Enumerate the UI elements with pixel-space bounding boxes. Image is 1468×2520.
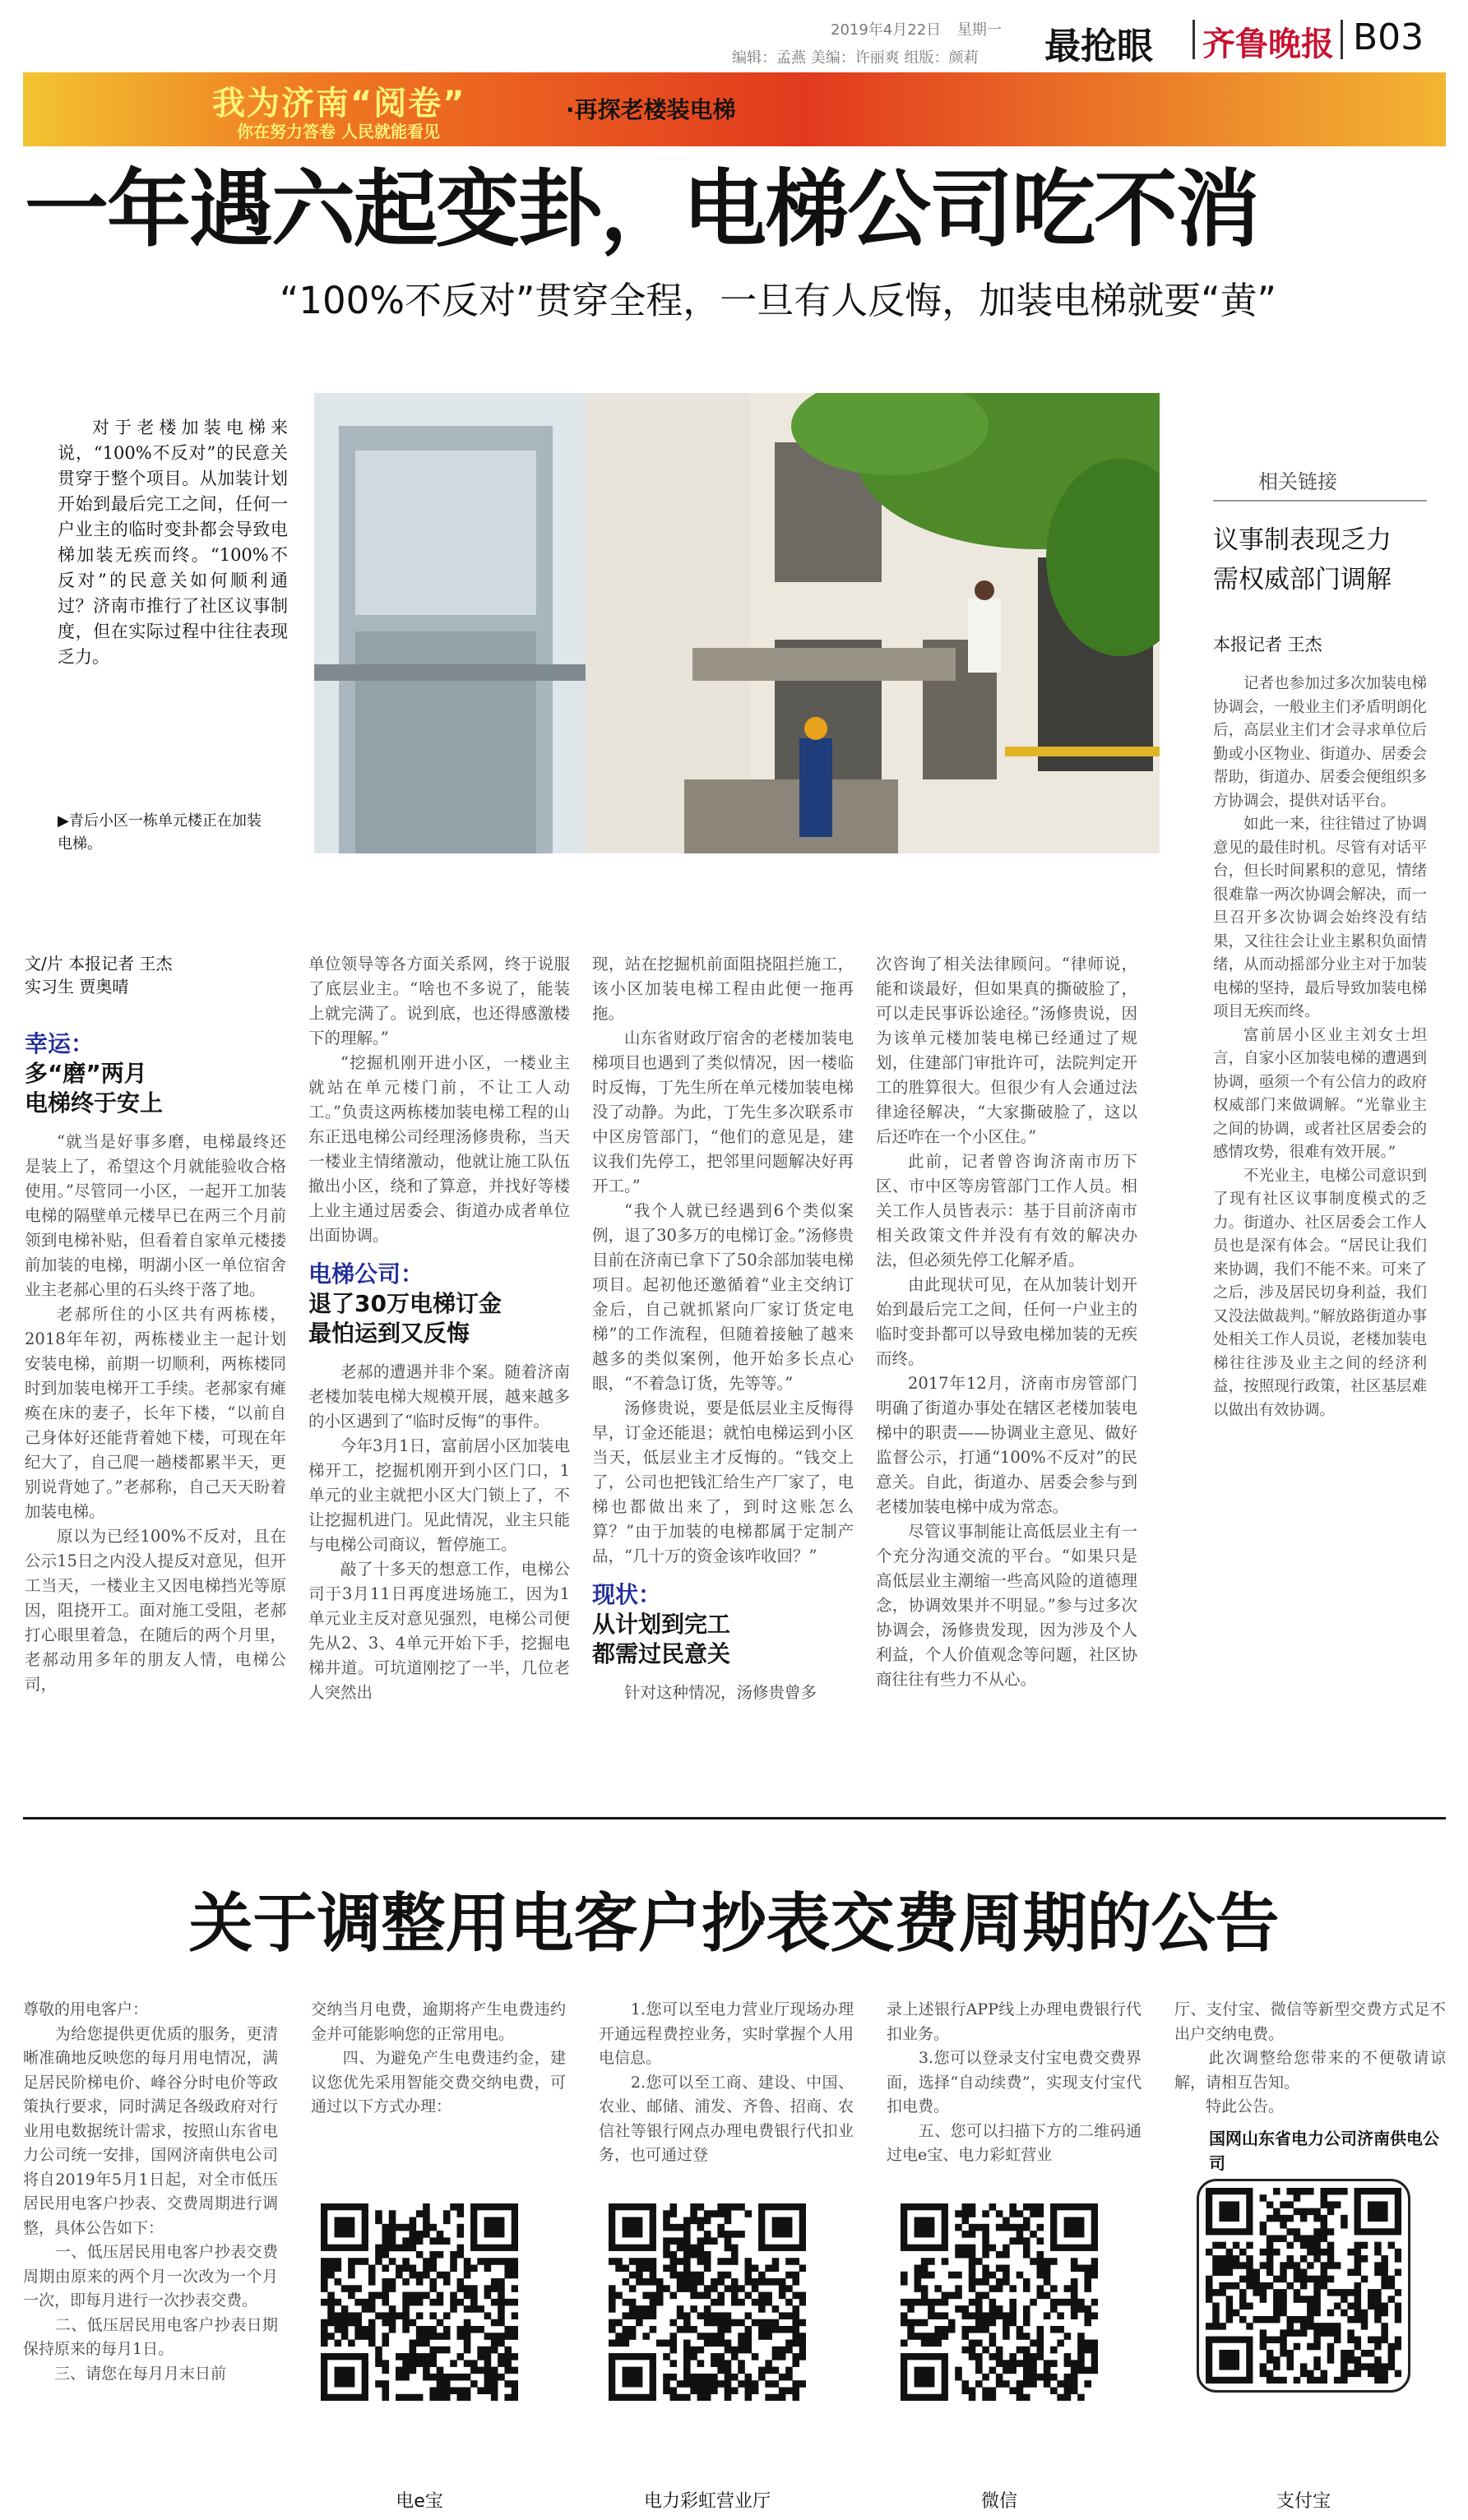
body-para: 针对这种情况，汤修贵曾多 — [624, 1683, 817, 1702]
sidebar-rule — [1213, 500, 1427, 502]
qr-label-dianebao: 电e宝 — [396, 2491, 443, 2512]
body-column-2 — [308, 952, 570, 1791]
elevator-photo-svg — [314, 393, 1160, 853]
elevator-photo — [314, 393, 1160, 853]
body-column-3 — [592, 952, 854, 1791]
body-para: 2017年12月，济南市房管部门明确了街道办事处在辖区老楼加装电梯中的职责——协调业主意见、做好监督公示，打通“100%不反对”的民意关。自此，街道办、居委会参与到老楼加装电梯中成为常态。 — [876, 1374, 1137, 1516]
byline-reporter: 文/片 本报记者 王杰 — [25, 954, 173, 973]
body-column-1 — [25, 1029, 286, 1790]
body-para: 汤修贵说，要是低层业主反悔得早，订金还能退；就怕电梯运到小区当天，低层业主才反悔的。“钱交上了，公司也把钱汇给生产厂家了，电梯也都做出来了，到时这账怎么算？”由于加装的电梯都属于定制产品，“几十万的资金该咋收回？” — [592, 1399, 854, 1565]
body-para: 今年3月1日，富前居小区加装电梯开工，挖掘机刚开到小区门口，1单元的业主就把小区大门锁上了，不让挖掘机进门。见此情况，业主只能与电梯公司商议，暂停施工。 — [308, 1436, 570, 1554]
subhead-label-company: 电梯公司： — [308, 1260, 424, 1288]
sidebar — [1213, 451, 1443, 1548]
series-subtitle: ·再探老楼装电梯 — [566, 96, 736, 123]
body-para: “就当是好事多磨，电梯最终还是装上了，希望这个月就能验收合格使用。”尽管同一小区，一起开工加装电梯的隔壁单元楼早已在两三个月前领到电梯补贴，但看着自家单元楼搂前加装的电梯，明湖小区一单位宿舍业主老郝心里的石头终于落了地。 — [25, 1132, 286, 1299]
section-divider — [23, 1817, 1446, 1819]
section-name: 最抢眼 — [1044, 25, 1153, 67]
page-number: B03 — [1353, 16, 1424, 58]
body-para: 老郝所住的小区共有两栋楼，2018年年初，两栋楼业主一起计划安装电梯，前期一切顺利，两栋楼同时到加装电梯开工手续。老郝家有瘫痪在床的妻子，长年下楼，“以前自己身体好还能背着她下楼，可现在年纪大了，自己爬一趟楼都累半天，更别说背她了。”老郝称，自己天天盼着加装电梯。 — [25, 1305, 286, 1521]
qr-label-alipay: 支付宝 — [1276, 2491, 1331, 2512]
masthead-divider-2 — [1341, 20, 1343, 59]
subhead-label-status: 现状： — [592, 1581, 662, 1608]
subhead-status: 从计划到完工 都需过民意关 — [592, 1611, 731, 1667]
qr-code-dianebao[interactable] — [321, 2203, 518, 2401]
notice-title: 关于调整用电客户抄表交费周期的公告 — [188, 1887, 1280, 1961]
notice-column-2: 交纳当月电费，逾期将产生电费违约金并可能影响您的正常用电。 四、为避免产生电费违约金，建议您优先采用智能交费交纳电费，可通过以下方式办理： — [311, 2000, 566, 2115]
qr-code-alipay[interactable] — [1197, 2179, 1410, 2393]
photo-caption: ▶青后小区一栋单元楼正在加装电梯。 — [58, 812, 262, 853]
qr-label-wechat: 微信 — [980, 2491, 1017, 2512]
qr-label-rainbow-hall: 电力彩虹营业厅 — [643, 2491, 771, 2512]
body-para: 敲了十多天的想意工作，电梯公司于3月11日再度进场施工，因为1单元业主反对意见强烈，电梯公司便先从2、3、4单元开始下手，挖掘电梯井道。可坑道刚挖了一半，几位老人突然出 — [308, 1560, 570, 1702]
byline-intern: 实习生 贾奥晴 — [25, 977, 129, 996]
body-para: 此前，记者曾咨询济南市历下区、市中区等房管部门工作人员。相关工作人员皆表示：基于目前济南市相关政策文件并没有有效的解决办法，但必须先停工化解矛盾。 — [876, 1152, 1137, 1269]
body-para: 由此现状可见，在从加装计划开始到最后完工之间，任何一户业主的临时变卦都可以导致电梯加装的无疾而终。 — [876, 1275, 1137, 1368]
series-title: 我为济南“阅卷” — [212, 85, 466, 123]
series-banner — [23, 72, 1446, 146]
qr-code-wechat[interactable] — [901, 2203, 1098, 2401]
sidebar-para: 如此一来，往往错过了协调意见的最佳时机。尽管有对话平台，但长时间累积的意见，情绪很难靠一两次协调会解决，而一旦召开多次协调会始终没有结果，又往往会让业主累积负面情绪，从而动摇部分业主对于加装电梯的坚持，最后导致加装电梯项目无疾而终。 — [1213, 816, 1427, 1020]
issue-date: 2019年4月22日 — [831, 21, 942, 39]
body-para: 现，站在挖掘机前面阻挠阻拦施工，该小区加装电梯工程由此便一拖再拖。 — [592, 955, 854, 1023]
sidebar-title: 议事制表现乏力 需权威部门调解 — [1213, 525, 1392, 594]
sidebar-para: 不光业主，电梯公司意识到了现有社区议事制度模式的乏力。街道办、社区居委会工作人员也是深有体会。“居民让我们来协调，我们不能不来。可来了之后，涉及居民切身利益，我们又没法做裁判。”解放路街道办事处相关工作人员说，老楼加装电梯往往涉及业主之间的经济利益，按照现行政策，社区基层难以做出有效协调。 — [1213, 1167, 1427, 1419]
masthead — [0, 0, 1468, 74]
editors-line: 编辑：孟燕 美编：许丽爽 组版：颜莉 — [732, 49, 979, 67]
subhead-label-lucky: 幸运： — [25, 1030, 95, 1057]
sidebar-para: 富前居小区业主刘女士坦言，自家小区加装电梯的遭遇到协调，亟须一个有公信力的政府权威部门来做调解。“光靠业主之间的协调，或者社区居委会的感情攻势，很难有效开展。” — [1213, 1026, 1427, 1161]
headline: 一年遇六起变卦，电梯公司吃不消 — [25, 161, 1258, 259]
body-para: “我个人就已经遇到6个类似案例，退了30多万的电梯订金。”汤修贵目前在济南已拿下了50余部加装电梯项目。起初他还邀循着“业主交纳订金后，自己就抓紧向厂家订货定电梯”的工作流程，但随着接触了越来越多的类似案例，他开始多长点心眼，“不着急订货，先等等。” — [592, 1201, 854, 1393]
masthead-divider — [1192, 20, 1195, 59]
body-column-4 — [876, 952, 1137, 1791]
series-slogan: 你在努力答卷 人民就能看见 — [237, 122, 440, 141]
body-para: 尽管议事制能让高低层业主有一个充分沟通交流的平台。“如果只是高低层业主潮缩一些高风险的道德理念，协调效果并不明显。”参与过多次协调会，汤修贵发现，因为涉及个人利益，个人价值观念等问题，社区协商往往有些力不从心。 — [876, 1522, 1137, 1689]
body-para: “挖掘机刚开进小区，一楼业主就站在单元楼门前，不让工人动工。”负责这两栋楼加装电梯工程的山东正迅电梯公司经理汤修贵称，当天一楼业主情绪激动，他就让施工队伍撤出小区，绕和了算意，并找好等楼上业主通过居委会、街道办成者单位出面协调。 — [308, 1053, 570, 1245]
sidebar-body — [1213, 673, 1427, 1544]
subhead-company: 退了30万电梯订金 最怕运到又反悔 — [308, 1290, 502, 1347]
notice-signature: 国网山东省电力公司济南供电公司 — [1209, 2129, 1439, 2173]
sidebar-tag: 相关链接 — [1258, 470, 1337, 493]
notice-column-4: 录上述银行APP线上办理电费银行代扣业务。 3.您可以登录支付宝电费交费界面，选择“自动续费”，实现支付宝代扣电费。 五、您可以扫描下方的二维码通过电e宝、电力彩虹营业 — [887, 2000, 1142, 2162]
deck: “100%不反对”贯穿全程，一旦有人反悔，加装电梯就要“黄” — [280, 279, 1276, 322]
body-para: 山东省财政厅宿舍的老楼加装电梯项目也遇到了类似情况，因一楼临时反悔，丁先生所在单元楼加装电梯没了动静。为此，丁先生多次联系市中区房管部门，“他们的意见是，建议我们先停工，把邻里问题解决好再开工。” — [592, 1029, 854, 1195]
sidebar-para: 记者也参加过多次加装电梯协调会，一般业主们矛盾明朗化后，高层业主们才会寻求单位后勤或小区物业、街道办、居委会帮助，街道办、居委会便组织多方协调会，提供对话平台。 — [1213, 675, 1427, 810]
body-para: 老郝的遭遇并非个案。随着济南老楼加装电梯大规模开展，越来越多的小区遇到了“临时反悔”的事件。 — [308, 1362, 570, 1431]
notice-column-5: 厅、支付宝、微信等新型交费方式足不出户交纳电费。 此次调整给您带来的不便敬请谅解，请相互告知。 特此公告。 — [1174, 2000, 1446, 2115]
subhead-lucky: 多“磨”两月 电梯终于安上 — [25, 1060, 164, 1117]
byline — [25, 952, 172, 998]
qr-code-rainbow-hall[interactable] — [609, 2203, 806, 2401]
paper-logo: 齐鲁晚报 — [1202, 25, 1334, 63]
notice-column-3: 1.您可以至电力营业厅现场办理开通远程费控业务，实时掌握个人用电信息。 2.您可以至工商、建设、中国、农业、邮储、浦发、齐鲁、招商、农信社等银行网点办理电费银行代扣业务，也可通过登 — [599, 2000, 854, 2162]
body-para: 次咨询了相关法律顾问。“律师说，能和谈最好，但如果真的撕破脸了，可以走民事诉讼途径。”汤修贵说，因为该单元楼加装电梯已经通过了规划，住建部门审批许可，法院判定开工的胜算很大。但很少有人会通过法律途径解决，“大家撕破脸了，这以后还咋在一个小区住。” — [876, 955, 1137, 1146]
sidebar-byline: 本报记者 王杰 — [1213, 635, 1322, 654]
issue-weekday: 星期一 — [956, 21, 1002, 39]
lead-paragraph: 对于老楼加装电梯来说，“100%不反对”的民意关贯穿于整个项目。从加装计划开始到最后完工之间，任何一户业主的临时变卦都会导致电梯加装无疾而终。“100%不反对”的民意关如何顺利通过？济南市推行了社区议事制度，但在实际过程中往往表现乏力。 — [58, 418, 288, 667]
body-para: 单位领导等各方面关系网，终于说服了底层业主。“啥也不多说了，能装上就完满了。说到底，也还得感激楼下的理解。” — [308, 955, 570, 1047]
body-para: 原以为已经100%不反对，且在公示15日之内没人提反对意见，但开工当天，一楼业主又因电梯挡光等原因，阻挠开工。面对施工受阻，老郝打心眼里着急，在随后的两个月里，老郝动用多年的朋友人情，电梯公司， — [25, 1527, 286, 1694]
notice-column-1: 尊敬的用电客户： 为给您提供更优质的服务，更清晰准确地反映您的每月用电情况，满足居民阶梯电价、峰谷分时电价等政策执行要求，同时满足各级政府对行业用电数据统计需求，按照山东省电力公司统一安排，国网济南供电公司将自2019年5月1日起，对全市低压居民用电客户抄表、交费周期进行调整，具体公告如下： 一、低压居民用电客户抄表交费周期由原来的两个月一次改为一个月一次，即每月进行一次抄表交费。 二、低压居民用电客户抄表日期保持原来的每月1日。 三、请您在每月月末日前 — [23, 2000, 278, 2383]
